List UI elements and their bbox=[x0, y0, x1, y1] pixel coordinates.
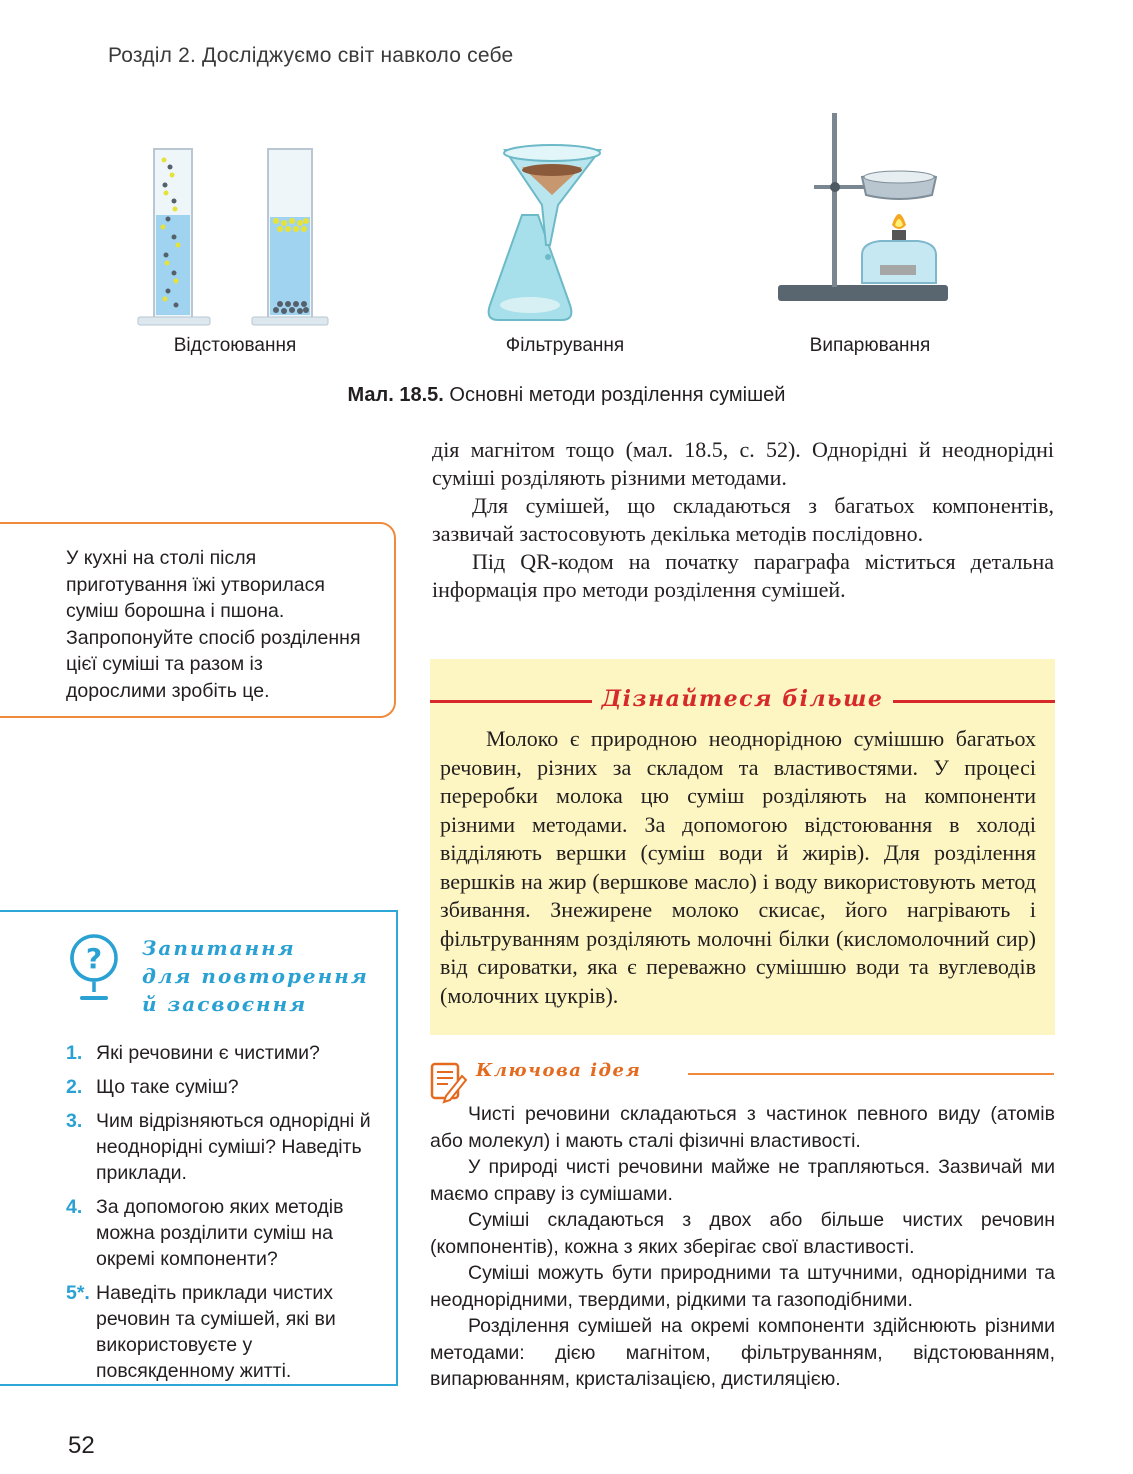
notepad-pencil-icon bbox=[428, 1058, 468, 1104]
question-item: 1. Які речовини є чистими? bbox=[66, 1042, 320, 1064]
learn-more-paragraph: Молоко є природною неоднорідною сумішшю багатьох речовин, різних за складом та властивостями. У процесі переробки молока цю суміш розділяють на компоненти різними методами. За допомогою відстоювання в холоді відділяють вершки (суміш води й жирів). Для розділення вершків на жир (вершкове масло) і воду використовують метод збивання. Знежирене молоко скисає, його нагрівають і фільтруванням розділяють молочні білки (кисломолочний сир) від сироватки, яка є переважно сумішшю води та вуглеводів (молочних цукрів). bbox=[440, 726, 1036, 1008]
task-text: У кухні на столі після приготування їжі утворилася суміш борошна і пшона. Запропонуйте спосіб розділення цієї суміші та разом із дорослими зробіть це. bbox=[66, 547, 361, 702]
figure-caption: Мал. 18.5. Основні методи розділення сумішей bbox=[347, 384, 786, 406]
question-globe-icon bbox=[66, 918, 126, 1008]
key-idea-paragraph: Суміші можуть бути природними та штучними, однорідними та неоднорідними, твердими, рідкими та газоподібними. bbox=[430, 1262, 1055, 1311]
key-idea-paragraph: У природі чисті речовини майже не трапляються. Зазвичай ми маємо справу із сумішами. bbox=[430, 1156, 1055, 1205]
main-text bbox=[432, 436, 1054, 604]
learn-more-text bbox=[440, 725, 1036, 1010]
label-filtration: Фільтрування bbox=[505, 335, 625, 356]
separation-methods-illustration bbox=[120, 105, 960, 330]
label-evaporation: Випарювання bbox=[809, 335, 931, 356]
question-item: 4. За допомогою яких методів можна розділити суміш на окремі компоненти? bbox=[66, 1196, 344, 1270]
key-idea-title: Ключова ідея bbox=[476, 1060, 642, 1081]
learn-more-title-row bbox=[430, 686, 1055, 716]
label-sedimentation: Відстоювання bbox=[173, 335, 297, 356]
key-idea-paragraph: Суміші складаються з двох або більше чистих речовин (компонентів), кожна з яких зберігає свої властивості. bbox=[430, 1209, 1055, 1258]
main-paragraph-1: дія магнітом тощо (мал. 18.5, с. 52). Однорідні й неоднорідні суміші розділяють різними методами. bbox=[432, 437, 1054, 490]
key-idea-text bbox=[430, 1101, 1055, 1393]
learn-more-title: Дізнайтеся більше bbox=[592, 686, 894, 712]
question-item: 2. Що таке суміш? bbox=[66, 1076, 239, 1098]
key-idea-line bbox=[688, 1073, 1054, 1075]
question-item: 5*. Наведіть приклади чистих речовин та сумішей, які ви використовуєте у повсякденному житті. bbox=[66, 1282, 336, 1382]
questions-title: Запитання для повторення й засвоєння bbox=[142, 936, 369, 1016]
section-header: Розділ 2. Досліджуємо світ навколо себе bbox=[108, 44, 514, 67]
questions-list bbox=[66, 1040, 376, 1392]
key-idea-paragraph: Розділення сумішей на окремі компоненти здійснюють різними методами: дією магнітом, фільтруванням, відстоюванням, випарюванням, кристалізацією, дистиляцією. bbox=[430, 1315, 1055, 1390]
main-paragraph-3: Під QR-кодом на початку параграфа міститься детальна інформація про методи розділення сумішей. bbox=[432, 549, 1054, 602]
main-paragraph-2: Для сумішей, що складаються з багатьох компонентів, зазвичай застосовують декілька методів послідовно. bbox=[432, 493, 1054, 546]
evaporation-setup-icon bbox=[778, 113, 948, 301]
cylinder-sedimentation-1-icon bbox=[138, 149, 210, 325]
cylinder-sedimentation-2-icon bbox=[252, 149, 328, 325]
page-number: 52 bbox=[68, 1432, 95, 1459]
svg-text:?: ? bbox=[85, 942, 103, 975]
key-idea-paragraph: Чисті речовини складаються з частинок певного виду (атомів або молекул) і мають сталі фізичні властивості. bbox=[430, 1103, 1055, 1152]
funnel-filtration-icon bbox=[489, 145, 600, 320]
question-item: 3. Чим відрізняються однорідні й неоднорідні суміші? Наведіть приклади. bbox=[66, 1110, 371, 1184]
